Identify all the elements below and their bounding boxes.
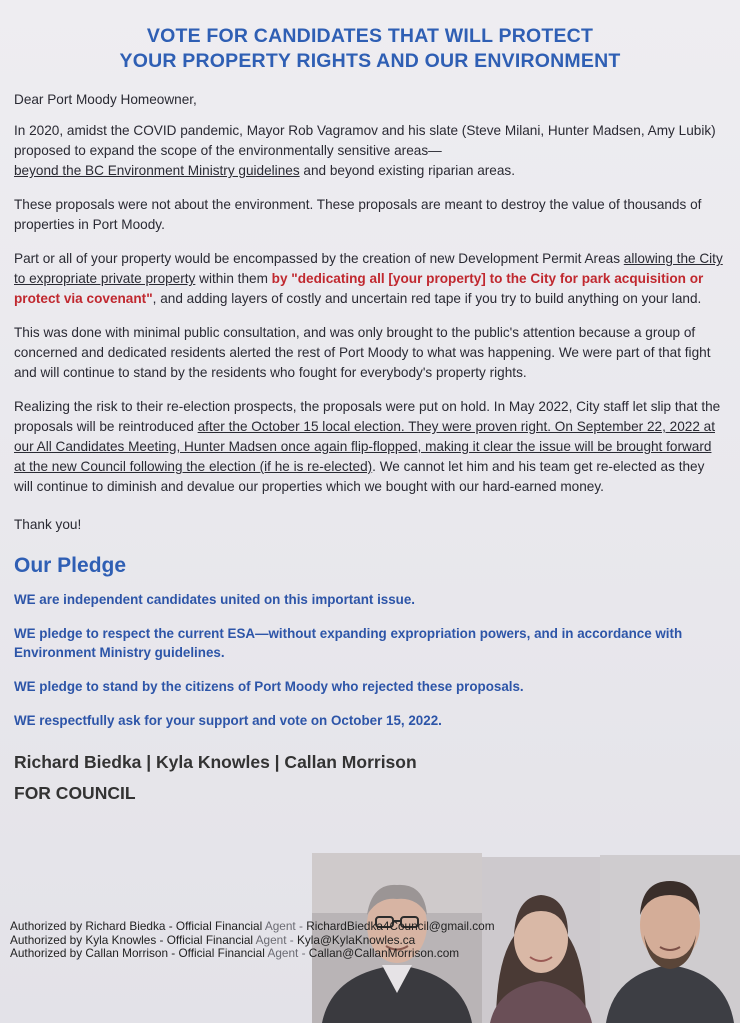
paragraph-3 <box>14 249 726 309</box>
paragraph-1 <box>14 121 726 181</box>
p3-text-e: , and adding layers of costly and uncertain red tape if you try to build anything on your land. <box>152 291 702 306</box>
authorization-line <box>10 934 495 948</box>
authorization-line <box>10 920 495 934</box>
pledge-item: WE pledge to respect the current ESA—without expanding expropriation powers, and in accordance with Environment Ministry guidelines. <box>14 626 683 660</box>
agent-contact: Callan@CallanMorrison.com <box>308 946 460 960</box>
agent-label: Agent - <box>264 946 309 960</box>
paragraph-5 <box>14 397 726 497</box>
for-council: FOR COUNCIL <box>14 783 136 803</box>
thank-you: Thank you! <box>14 517 82 532</box>
authorizer-name: Authorized by Kyla Knowles - Official Financial <box>10 932 254 947</box>
p3-text-a: Part or all of your property would be encompassed by the creation of new Development Permit Areas <box>14 251 624 266</box>
candidate-photo-callan-morrison <box>600 855 740 1023</box>
candidate-photo-kyla-knowles <box>482 857 600 1023</box>
pledge-item: WE respectfully ask for your support and vote on October 15, 2022. <box>14 713 442 728</box>
authorization-line <box>10 947 495 961</box>
p5-underlined: after the October 15 local election. They were proven right. On September 22, 2022 at our All Candidates Meeting, Hunter Madsen once again flip-flopped, making it clear the issue will be brought forward at the new Council following the election (if he is re-elected) <box>14 419 715 474</box>
p3-underlined: allowing the City to expropriate private property <box>14 251 723 286</box>
candidate-names: Richard Biedka | Kyla Knowles | Callan Morrison <box>14 752 417 772</box>
p1-text-a: In 2020, amidst the COVID pandemic, Mayor Rob Vagramov and his slate (Steve Milani, Hunter Madsen, Amy Lubik) proposed to expand the scope of the environmentally sensitive areas— <box>14 123 716 158</box>
p3-red-quote: by "dedicating all [your property] to the City for park acquisition or protect via covenant" <box>14 271 704 306</box>
authorizer-name: Authorized by Richard Biedka - Official Financial <box>10 919 263 933</box>
headline-line-1: VOTE FOR CANDIDATES THAT WILL PROTECT <box>146 25 594 47</box>
flyer-headline <box>14 0 726 74</box>
agent-contact: Kyla@KylaKnowles.ca <box>297 932 416 947</box>
pledge-item: WE are independent candidates united on this important issue. <box>14 592 416 607</box>
agent-contact: RichardBiedka4Council@gmail.com <box>306 919 495 933</box>
salutation: Dear Port Moody Homeowner, <box>14 92 197 107</box>
pledge-title: Our Pledge <box>14 554 127 577</box>
p1-underlined: beyond the BC Environment Ministry guidelines <box>14 163 300 178</box>
authorization-notice <box>10 920 495 961</box>
agent-label: Agent - <box>262 919 307 933</box>
agent-label: Agent - <box>253 932 297 947</box>
headline-line-2: YOUR PROPERTY RIGHTS AND OUR ENVIRONMENT <box>119 50 621 72</box>
p1-text-c: and beyond existing riparian areas. <box>299 163 515 178</box>
pledge-item: WE pledge to stand by the citizens of Port Moody who rejected these proposals. <box>14 679 524 694</box>
p3-text-c: within them <box>195 271 272 286</box>
paragraph-2: These proposals were not about the environment. These proposals are meant to destroy the value of thousands of properties in Port Moody. <box>14 197 702 232</box>
p5-text-c: . We cannot let him and his team get re-elected as they will continue to diminish and devalue our properties which we bought with our hard-earned money. <box>14 459 705 494</box>
authorizer-name: Authorized by Callan Morrison - Official Financial <box>10 946 265 960</box>
paragraph-4: This was done with minimal public consultation, and was only brought to the public's attention because a group of concerned and dedicated residents alerted the rest of Port Moody to what was happening. We were part of that fight and will continue to stand by the residents who fought for everybody's property rights. <box>14 325 711 380</box>
p5-text-a: Realizing the risk to their re-election prospects, the proposals were put on hold. In May 2022, City staff let slip that the proposals will be reintroduced <box>14 399 721 434</box>
